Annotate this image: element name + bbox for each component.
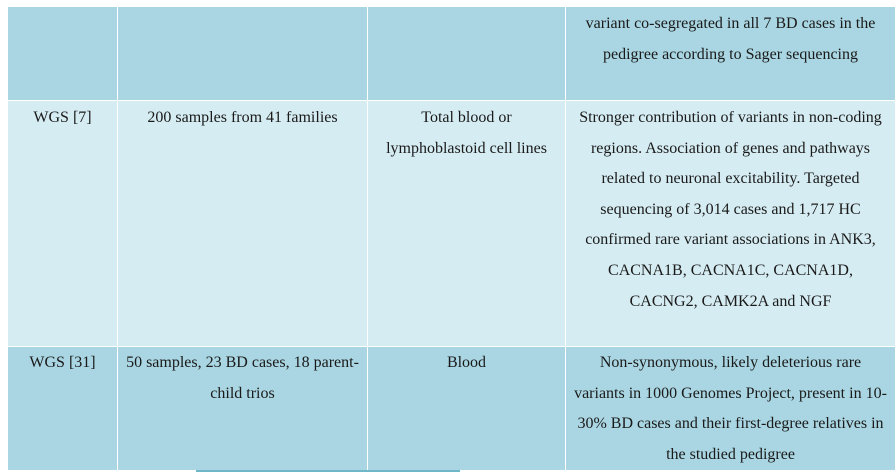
method-cell: WGS [7] <box>8 101 118 347</box>
results-table <box>7 6 896 471</box>
findings-cell: Stronger contribution of variants in non-coding regions. Association of genes and pathways related to neuronal excitability. Targeted sequencing of 3,014 cases and 1,717 HC confirmed rare variant associations in ANK3, CACNA1B, CACNA1C, CACNA1D, CACNG2, CAMK2A and NGF <box>566 101 896 347</box>
method-cell: WGS [31] <box>8 347 118 471</box>
tissue-cell <box>368 7 566 101</box>
method-cell <box>8 7 118 101</box>
samples-cell: 200 samples from 41 families <box>118 101 368 347</box>
tissue-cell: Total blood or lymphoblastoid cell lines <box>368 101 566 347</box>
table-row <box>8 7 896 101</box>
table-row <box>8 347 896 471</box>
findings-cell: variant co-segregated in all 7 BD cases in the pedigree according to Sager sequencing <box>566 7 896 101</box>
findings-cell: Non-synonymous, likely deleterious rare variants in 1000 Genomes Project, present in 10-30% BD cases and their first-degree relatives in the studied pedigree <box>566 347 896 471</box>
samples-cell: 50 samples, 23 BD cases, 18 parent-child trios <box>118 347 368 471</box>
tissue-cell: Blood <box>368 347 566 471</box>
table-row <box>8 101 896 347</box>
samples-cell <box>118 7 368 101</box>
bottom-border-line <box>196 470 460 472</box>
